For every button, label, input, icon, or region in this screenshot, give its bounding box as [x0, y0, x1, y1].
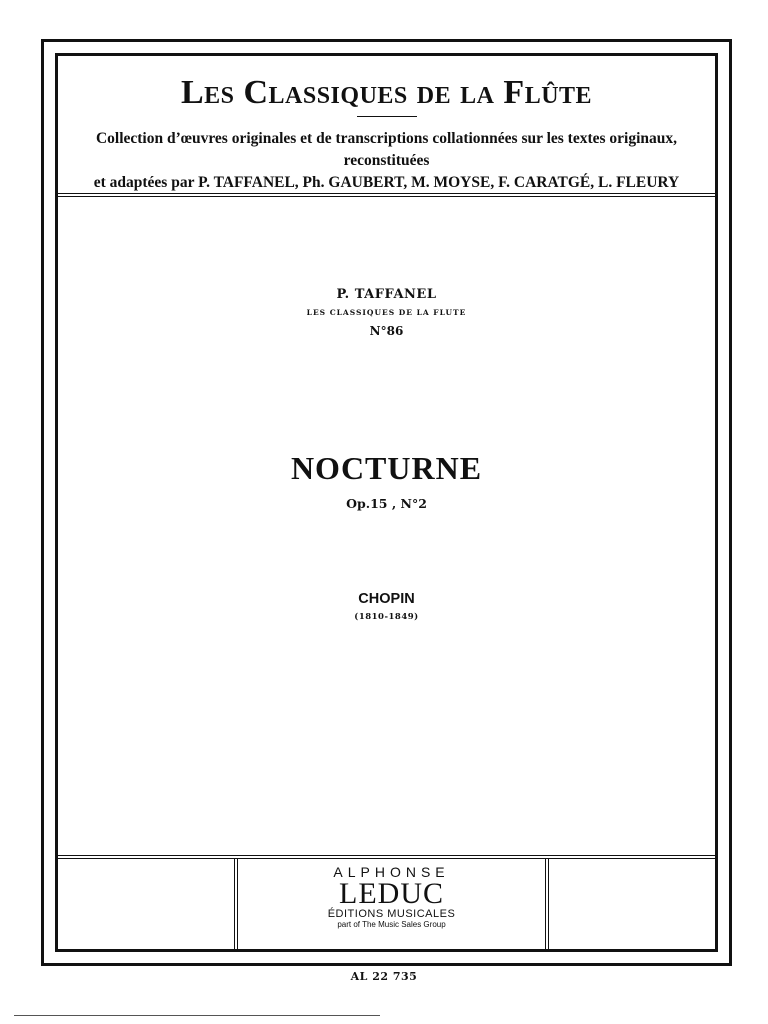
arranger-name: P. TAFFANEL	[336, 287, 437, 302]
composer-dates: (1810-1849)	[354, 612, 419, 622]
publisher-footer	[58, 855, 715, 949]
outer-frame	[41, 39, 732, 966]
title-underline	[357, 116, 417, 117]
series-description	[80, 128, 693, 194]
bottom-rule	[14, 1015, 380, 1016]
publisher-logo	[238, 865, 545, 930]
work-title: NOCTURNE	[290, 450, 483, 486]
inner-frame	[55, 53, 718, 952]
series-number: N°86	[369, 324, 404, 338]
description-line-1: Collection d’œuvres originales et de transcriptions collationnées sur les textes originaux, reconstituées	[95, 130, 678, 169]
arranger-series: LES CLASSIQUES DE LA FLUTE	[306, 308, 467, 317]
title-panel	[58, 197, 715, 855]
description-line-2: et adaptées par P. TAFFANEL, Ph. GAUBERT, M. MOYSE, F. CARATGÉ, L. FLEURY	[93, 174, 680, 191]
publisher-line-3: ÉDITIONS MUSICALES	[327, 908, 456, 920]
composer-name: CHOPIN	[358, 591, 415, 607]
publisher-line-2: LEDUC	[339, 877, 444, 910]
work-opus: Op.15 , N°2	[346, 496, 427, 511]
publisher-line-1: ALPHONSE	[333, 864, 450, 880]
series-title: Les Classiques de la Flûte	[180, 74, 593, 111]
footer-divider-right	[545, 859, 549, 949]
series-header	[58, 56, 715, 197]
publisher-line-4: part of The Music Sales Group	[337, 920, 446, 929]
catalog-number: AL 22 735	[350, 970, 418, 983]
